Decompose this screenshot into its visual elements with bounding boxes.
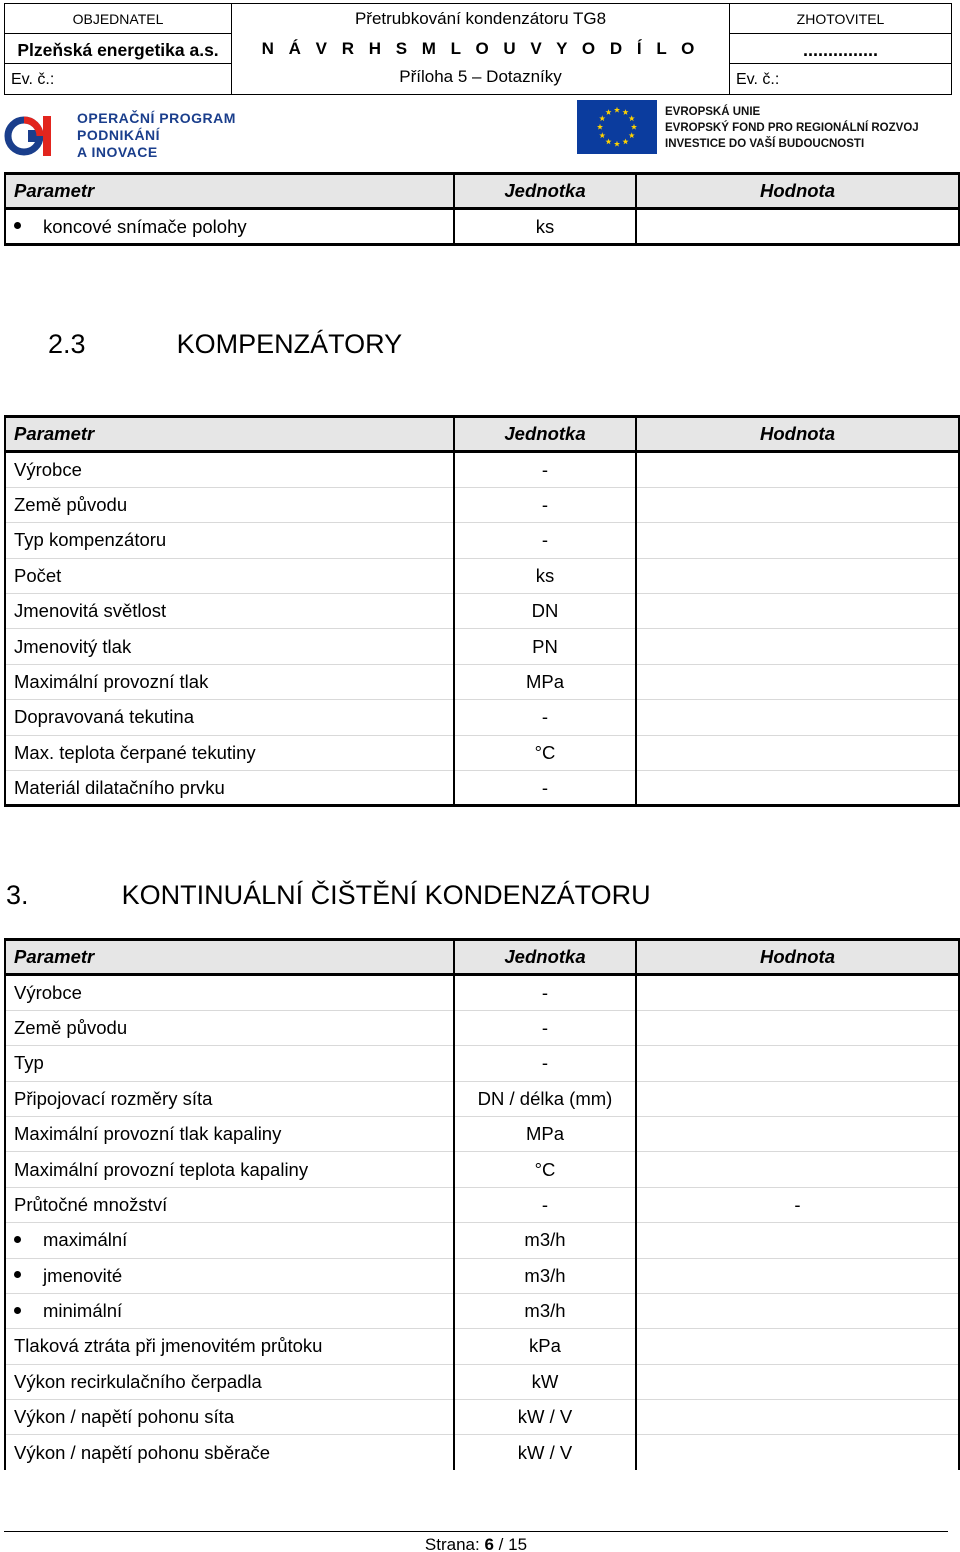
eu-flag-icon <box>577 100 657 154</box>
value-cell[interactable] <box>636 1329 959 1364</box>
param-cell <box>5 1010 454 1045</box>
unit-cell: - <box>454 770 636 805</box>
value-cell[interactable] <box>636 487 959 522</box>
param-cell <box>5 209 454 244</box>
param-text: Typ kompenzátoru <box>14 529 167 551</box>
eu-text <box>665 104 919 152</box>
header-hodnota: Hodnota <box>636 417 959 452</box>
total-pages: 15 <box>508 1535 528 1552</box>
header-contractor-column <box>730 4 951 94</box>
section-title: KOMPENZÁTORY <box>176 329 403 359</box>
bullet-icon <box>14 1271 21 1278</box>
param-cell <box>5 1152 454 1187</box>
section-number: 3. <box>6 880 29 910</box>
table-row <box>5 1046 959 1081</box>
table-row <box>5 735 959 770</box>
param-cell <box>5 700 454 735</box>
unit-cell: - <box>454 487 636 522</box>
value-cell[interactable] <box>636 523 959 558</box>
unit-cell: kW / V <box>454 1435 636 1470</box>
bullet-icon <box>14 1236 21 1243</box>
param-text: Jmenovitý tlak <box>14 635 132 657</box>
param-cell <box>5 1046 454 1081</box>
value-cell[interactable] <box>636 770 959 805</box>
param-text: Výrobce <box>14 982 82 1004</box>
project-title: Přetrubkování kondenzátoru TG8 <box>354 9 607 28</box>
unit-cell: - <box>454 452 636 487</box>
unit-cell: - <box>454 1010 636 1045</box>
param-text: Připojovací rozměry síta <box>14 1087 213 1109</box>
contract-subtitle: N Á V R H S M L O U V Y O D Í L O <box>261 39 700 58</box>
unit-cell: - <box>454 523 636 558</box>
table-row <box>5 209 959 244</box>
table-row <box>5 700 959 735</box>
table-row <box>5 1010 959 1045</box>
table-row <box>5 770 959 805</box>
header-hodnota: Hodnota <box>636 940 959 975</box>
table-row <box>5 664 959 699</box>
header-jednotka: Jednotka <box>454 940 636 975</box>
contractor-name: ............... <box>802 40 878 60</box>
param-cell <box>5 735 454 770</box>
param-cell <box>5 558 454 593</box>
param-text: Tlaková ztráta při jmenovitém průtoku <box>14 1335 323 1357</box>
param-text: Výkon / napětí pohonu sběrače <box>14 1441 271 1463</box>
table-row <box>5 1081 959 1116</box>
param-cell <box>5 664 454 699</box>
value-cell[interactable] <box>636 1293 959 1328</box>
header-hodnota: Hodnota <box>636 174 959 209</box>
param-cell <box>5 1435 454 1470</box>
unit-cell: kW / V <box>454 1400 636 1435</box>
param-text: Maximální provozní teplota kapaliny <box>14 1158 309 1180</box>
value-cell[interactable] <box>636 735 959 770</box>
param-text: Počet <box>14 564 62 586</box>
value-cell[interactable] <box>636 1435 959 1470</box>
param-cell <box>5 629 454 664</box>
param-text: Materiál dilatačního prvku <box>14 776 225 798</box>
param-cell <box>5 1116 454 1151</box>
param-text: koncové snímače polohy <box>43 215 247 237</box>
table-row <box>5 487 959 522</box>
param-text: Země původu <box>14 1016 128 1038</box>
section-title: KONTINUÁLNÍ ČIŠTĚNÍ KONDENZÁTORU <box>121 880 651 910</box>
unit-cell: PN <box>454 629 636 664</box>
op-pik-logo <box>4 106 264 162</box>
table-row <box>5 1293 959 1328</box>
param-text: Max. teplota čerpané tekutiny <box>14 741 256 763</box>
param-text: minimální <box>43 1300 123 1322</box>
param-cell <box>5 1081 454 1116</box>
header-jednotka: Jednotka <box>454 174 636 209</box>
unit-cell: kW <box>454 1364 636 1399</box>
param-cell <box>5 1400 454 1435</box>
contractor-ev-number: Ev. č.: <box>736 71 780 88</box>
param-cell <box>5 1293 454 1328</box>
contractor-label: ZHOTOVITEL <box>796 11 885 27</box>
param-cell <box>5 452 454 487</box>
header-parametr: Parametr <box>5 174 454 209</box>
param-cell <box>5 1329 454 1364</box>
op-line-3: A INOVACE <box>77 144 158 160</box>
value-cell[interactable] <box>636 1010 959 1045</box>
value-cell[interactable]: - <box>636 1187 959 1222</box>
param-cell <box>5 975 454 1010</box>
unit-cell: MPa <box>454 664 636 699</box>
client-ev-number: Ev. č.: <box>11 71 55 88</box>
annex-title: Příloha 5 – Dotazníky <box>399 67 562 86</box>
table-header-row <box>5 174 959 209</box>
unit-cell: °C <box>454 735 636 770</box>
page-footer <box>0 1535 952 1552</box>
footer-divider <box>4 1531 948 1532</box>
unit-cell: DN <box>454 593 636 628</box>
bullet-icon <box>14 1307 21 1314</box>
table-row <box>5 452 959 487</box>
op-line-1: OPERAČNÍ PROGRAM <box>77 110 236 126</box>
value-cell[interactable] <box>636 1364 959 1399</box>
value-cell[interactable] <box>636 1223 959 1258</box>
unit-cell: - <box>454 1187 636 1222</box>
param-text: Průtočné množství <box>14 1193 168 1215</box>
param-cell <box>5 770 454 805</box>
table-row <box>5 1116 959 1151</box>
value-cell[interactable] <box>636 1116 959 1151</box>
header-parametr: Parametr <box>5 417 454 452</box>
table-row <box>5 1400 959 1435</box>
table-row <box>5 1223 959 1258</box>
value-cell[interactable] <box>636 1258 959 1293</box>
param-text: Jmenovitá světlost <box>14 600 167 622</box>
header-jednotka: Jednotka <box>454 417 636 452</box>
value-cell[interactable] <box>636 452 959 487</box>
value-cell[interactable] <box>636 1046 959 1081</box>
table-row <box>5 975 959 1010</box>
param-cell <box>5 1258 454 1293</box>
section-number: 2.3 <box>48 329 86 359</box>
header-client-column <box>5 4 232 94</box>
unit-cell: - <box>454 700 636 735</box>
table-row <box>5 1152 959 1187</box>
param-text: jmenovité <box>43 1264 123 1286</box>
param-cell <box>5 1223 454 1258</box>
unit-cell: m3/h <box>454 1293 636 1328</box>
footer-label: Strana: <box>424 1535 480 1552</box>
value-cell[interactable] <box>636 593 959 628</box>
page-separator: / <box>498 1535 504 1552</box>
unit-cell: - <box>454 975 636 1010</box>
param-cell <box>5 1187 454 1222</box>
value-cell[interactable] <box>636 664 959 699</box>
param-cell <box>5 523 454 558</box>
value-cell[interactable] <box>636 629 959 664</box>
op-pik-text <box>77 110 236 161</box>
table-header-row <box>5 940 959 975</box>
unit-cell: m3/h <box>454 1258 636 1293</box>
param-cell <box>5 593 454 628</box>
value-cell[interactable] <box>636 1081 959 1116</box>
value-cell[interactable] <box>636 700 959 735</box>
table-row <box>5 523 959 558</box>
section-3-heading <box>6 880 651 911</box>
param-cell <box>5 1364 454 1399</box>
unit-cell: kPa <box>454 1329 636 1364</box>
param-cell <box>5 487 454 522</box>
client-name: Plzeňská energetika a.s. <box>17 40 219 60</box>
unit-cell: ks <box>454 209 636 244</box>
op-pik-emblem-icon <box>4 110 60 162</box>
table-row <box>5 558 959 593</box>
table-row <box>5 1258 959 1293</box>
param-text: Výkon recirkulačního čerpadla <box>14 1370 262 1392</box>
unit-cell: DN / délka (mm) <box>454 1081 636 1116</box>
op-line-2: PODNIKÁNÍ <box>77 127 161 143</box>
client-label: OBJEDNATEL <box>72 11 164 27</box>
unit-cell: ks <box>454 558 636 593</box>
table-row <box>5 1435 959 1470</box>
bullet-icon <box>14 222 21 229</box>
unit-cell: m3/h <box>454 1223 636 1258</box>
param-text: Výrobce <box>14 459 82 481</box>
value-cell[interactable] <box>636 209 959 244</box>
current-page: 6 <box>484 1535 494 1552</box>
value-cell[interactable] <box>636 558 959 593</box>
table-header-row <box>5 417 959 452</box>
eu-line-2: EVROPSKÝ FOND PRO REGIONÁLNÍ ROZVOJ <box>665 122 919 134</box>
section-2-3-heading <box>48 329 402 360</box>
table-row <box>5 593 959 628</box>
eu-line-1: EVROPSKÁ UNIE <box>665 106 761 118</box>
header-title-column <box>232 4 730 94</box>
table-row <box>5 1364 959 1399</box>
param-text: Výkon / napětí pohonu síta <box>14 1406 235 1428</box>
unit-cell: - <box>454 1046 636 1081</box>
param-text: Dopravovaná tekutina <box>14 706 194 728</box>
eu-logo <box>577 100 937 156</box>
table-kontinualni-cisteni <box>4 938 960 1470</box>
param-text: Země původu <box>14 493 128 515</box>
table-kompenzatory <box>4 415 960 807</box>
value-cell[interactable] <box>636 975 959 1010</box>
unit-cell: MPa <box>454 1116 636 1151</box>
value-cell[interactable] <box>636 1400 959 1435</box>
param-text: Typ <box>14 1052 44 1074</box>
table-row <box>5 1187 959 1222</box>
param-text: Maximální provozní tlak kapaliny <box>14 1123 282 1145</box>
eu-line-3: INVESTICE DO VAŠÍ BUDOUCNOSTI <box>665 138 865 150</box>
header-parametr: Parametr <box>5 940 454 975</box>
value-cell[interactable] <box>636 1152 959 1187</box>
unit-cell: °C <box>454 1152 636 1187</box>
table-row <box>5 1329 959 1364</box>
table-continuation <box>4 172 960 246</box>
param-text: maximální <box>43 1229 128 1251</box>
document-header <box>4 3 952 95</box>
param-text: Maximální provozní tlak <box>14 670 209 692</box>
table-row <box>5 629 959 664</box>
